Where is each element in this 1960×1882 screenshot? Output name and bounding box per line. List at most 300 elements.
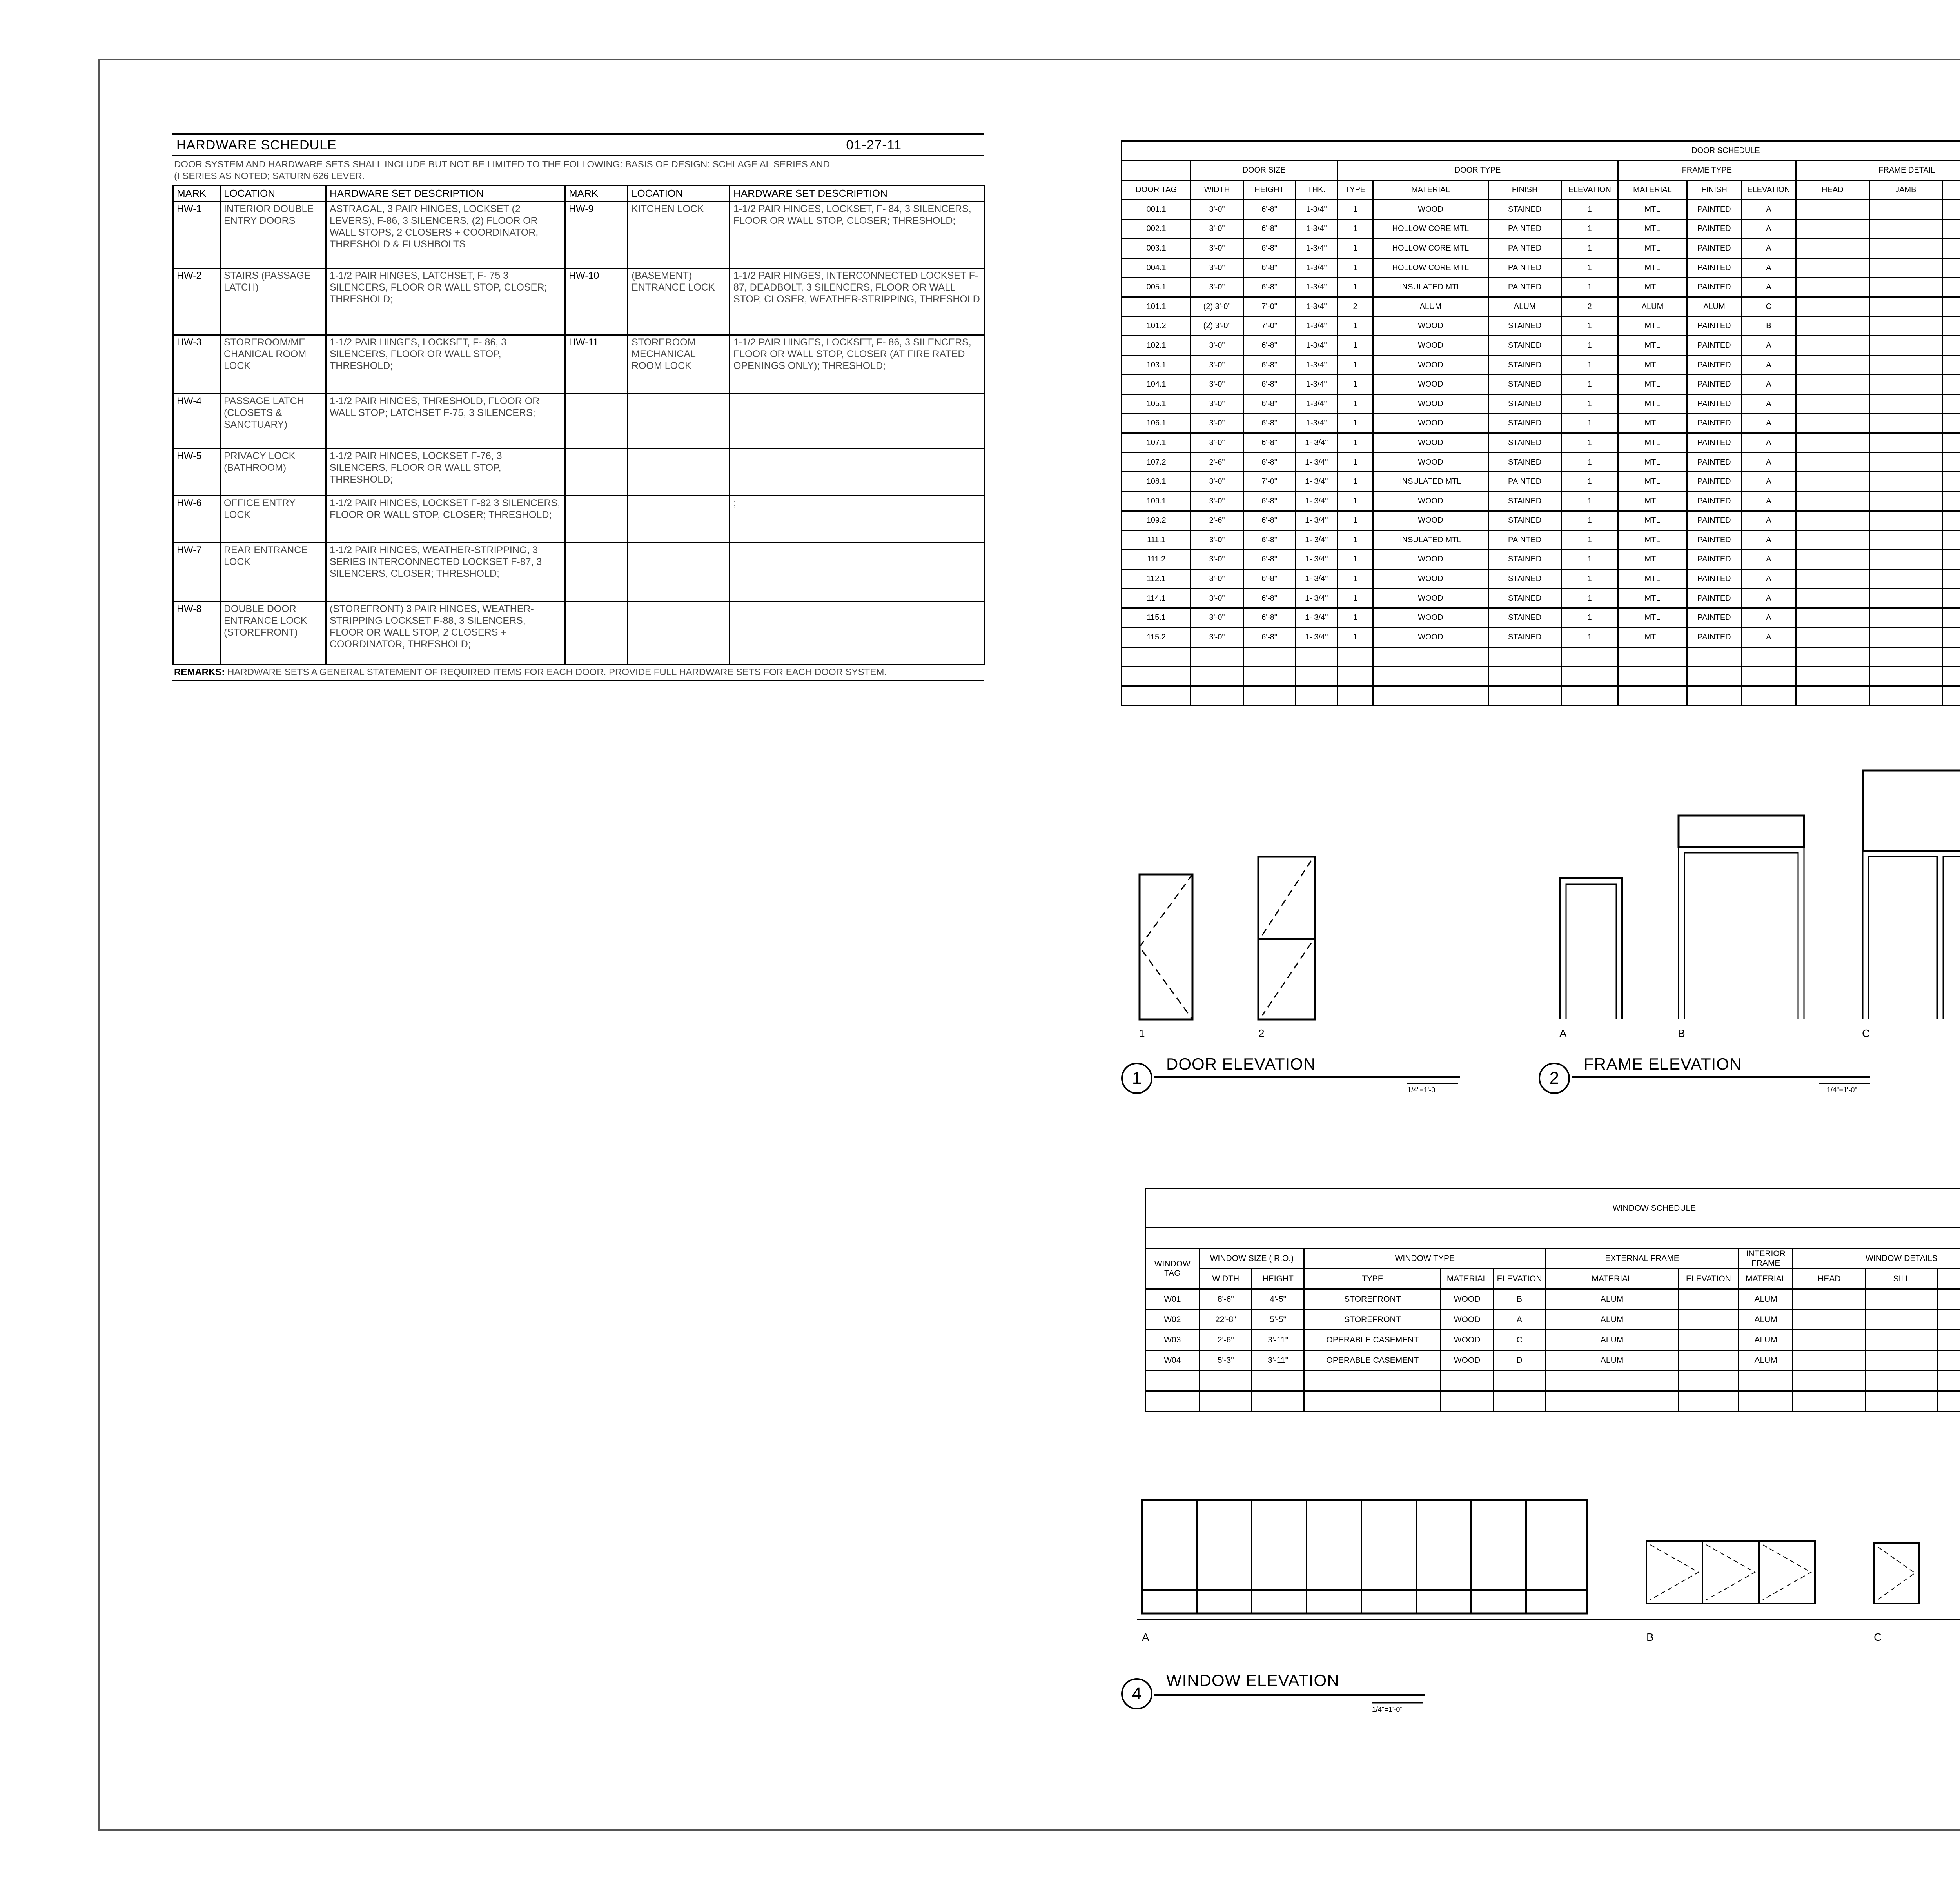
- window-cell: [1793, 1289, 1866, 1310]
- door-cell: MTL: [1618, 452, 1687, 472]
- frame-elevation-scale: 1/4"=1'-0": [1827, 1086, 1857, 1094]
- hardware-cell: 1-1/2 PAIR HINGES, INTERCONNECTED LOCKSET F-87, DEADBOLT, 3 SILENCERS, FLOOR OR WALL STOP, CLOSER, WEATHER-STRIPPING, THRESHOLD: [730, 269, 985, 335]
- window-cell: ALUM: [1739, 1350, 1793, 1371]
- door-cell: A: [1741, 433, 1796, 453]
- door-cell: 3'-0": [1191, 472, 1243, 492]
- group-header: FRAME TYPE: [1618, 161, 1796, 180]
- window-elevation-b: [1646, 1541, 1815, 1604]
- door-cell: 1: [1338, 278, 1373, 297]
- hardware-cell: 1-1/2 PAIR HINGES, LOCKSET F-76, 3 SILENCERS, FLOOR OR WALL STOP, THRESHOLD;: [326, 449, 565, 496]
- door-cell: 6'-8": [1243, 452, 1296, 472]
- door-cell: 7'-0": [1243, 297, 1296, 316]
- door-cell: WOOD: [1373, 200, 1488, 220]
- door-cell: A: [1741, 589, 1796, 608]
- door-cell: MTL: [1618, 491, 1687, 511]
- door-cell: A: [1741, 569, 1796, 589]
- window-cell: [1866, 1350, 1938, 1371]
- door-cell: 1-3/4": [1296, 297, 1338, 316]
- door-label-2: 2: [1258, 1027, 1265, 1039]
- window-cell: ALUM: [1546, 1350, 1679, 1371]
- window-cell-empty: [1493, 1371, 1545, 1391]
- door-cell: 104.1: [1122, 375, 1191, 394]
- col-header: MARK: [173, 185, 220, 202]
- hardware-cell: HW-10: [565, 269, 628, 335]
- door-cell: 6'-8": [1243, 278, 1296, 297]
- door-cell: 1: [1561, 472, 1618, 492]
- door-cell: 1: [1561, 433, 1618, 453]
- door-cell: 1: [1561, 452, 1618, 472]
- door-cell: 1: [1561, 336, 1618, 356]
- door-cell: PAINTED: [1687, 375, 1742, 394]
- group-header: WINDOW TYPE: [1304, 1248, 1546, 1269]
- remarks-text: HARDWARE SETS A GENERAL STATEMENT OF REQUIRED ITEMS FOR EACH DOOR. PROVIDE FULL HARDWARE SETS FOR EACH DOOR SYSTEM.: [227, 667, 887, 678]
- hardware-cell: HW-11: [565, 335, 628, 394]
- door-cell: STAINED: [1488, 511, 1561, 530]
- door-cell: 3'-0": [1191, 414, 1243, 433]
- window-cell: D: [1493, 1350, 1545, 1371]
- door-cell: MTL: [1618, 589, 1687, 608]
- door-cell: 6'-8": [1243, 414, 1296, 433]
- door-cell: 1: [1561, 589, 1618, 608]
- window-cell-empty: [1739, 1371, 1793, 1391]
- window-cell: [1793, 1350, 1866, 1371]
- col-header: WIDTH: [1191, 180, 1243, 200]
- door-cell: 101.2: [1122, 316, 1191, 336]
- door-cell: INSULATED MTL: [1373, 278, 1488, 297]
- door-cell: WOOD: [1373, 608, 1488, 628]
- window-cell-empty: [1200, 1371, 1252, 1391]
- door-cell: C: [1741, 297, 1796, 316]
- hardware-cell: HW-9: [565, 202, 628, 269]
- group-header: DOOR SIZE: [1191, 161, 1338, 180]
- door-cell: 115.1: [1122, 608, 1191, 628]
- col-header: TYPE: [1338, 180, 1373, 200]
- window-cell: [1866, 1310, 1938, 1330]
- door-cell: PAINTED: [1687, 336, 1742, 356]
- window-row: [1145, 1330, 1960, 1350]
- window-cell-empty: [1145, 1371, 1200, 1391]
- door-cell: STAINED: [1488, 550, 1561, 569]
- hardware-cell: KITCHEN LOCK: [628, 202, 730, 269]
- window-elevation-title: WINDOW ELEVATION: [1166, 1671, 1339, 1689]
- door-cell: ALUM: [1488, 297, 1561, 316]
- door-cell: MTL: [1618, 278, 1687, 297]
- window-cell: ALUM: [1739, 1289, 1793, 1310]
- door-cell: 1: [1561, 219, 1618, 239]
- window-cell-empty: [1252, 1371, 1304, 1391]
- door-cell: A: [1741, 491, 1796, 511]
- door-cell: WOOD: [1373, 394, 1488, 414]
- window-cell-empty: [1866, 1391, 1938, 1412]
- hardware-cell: 1-1/2 PAIR HINGES, LOCKSET, F- 86, 3 SILENCERS, FLOOR OR WALL STOP, CLOSER (AT FIRE RATED OPENINGS ONLY); THRESHOLD;: [730, 335, 985, 394]
- door-cell: MTL: [1618, 200, 1687, 220]
- door-cell: PAINTED: [1687, 316, 1742, 336]
- window-cell: [1866, 1330, 1938, 1350]
- door-cell: MTL: [1618, 550, 1687, 569]
- window-cell: C: [1493, 1330, 1545, 1350]
- window-cell: 22'-8": [1200, 1310, 1252, 1330]
- door-cell: 109.1: [1122, 491, 1191, 511]
- window-cell-empty: [1678, 1391, 1739, 1412]
- door-cell: 6'-8": [1243, 433, 1296, 453]
- door-cell: WOOD: [1373, 355, 1488, 375]
- group-header: INTERIOR FRAME: [1739, 1248, 1793, 1269]
- hardware-cell: ASTRAGAL, 3 PAIR HINGES, LOCKSET (2 LEVERS), F-86, 3 SILENCERS, (2) FLOOR OR WALL STOPS, 2 CLOSERS + COORDINATOR, THRESHOLD & FLUSHBOLTS: [326, 202, 565, 269]
- window-cell: W01: [1145, 1289, 1200, 1310]
- door-cell: 3'-0": [1191, 550, 1243, 569]
- hardware-cell: STOREROOM MECHANICAL ROOM LOCK: [628, 335, 730, 394]
- hardware-cell: PASSAGE LATCH (CLOSETS & SANCTUARY): [220, 394, 326, 449]
- door-cell: A: [1741, 452, 1796, 472]
- door-cell: 3'-0": [1191, 628, 1243, 647]
- door-cell: PAINTED: [1488, 472, 1561, 492]
- caption-underline: [1154, 1694, 1425, 1696]
- door-cell: A: [1741, 258, 1796, 278]
- door-cell: MTL: [1618, 433, 1687, 453]
- door-cell: 6'-8": [1243, 336, 1296, 356]
- window-cell: [1793, 1330, 1866, 1350]
- col-header: HEIGHT: [1243, 180, 1296, 200]
- window-cell: 3'-11": [1252, 1330, 1304, 1350]
- col-header: TYPE: [1304, 1269, 1441, 1289]
- door-cell: 1- 3/4": [1296, 608, 1338, 628]
- door-cell: STAINED: [1488, 569, 1561, 589]
- hardware-cell: OFFICE ENTRY LOCK: [220, 496, 326, 543]
- caption-underline: [1154, 1076, 1460, 1078]
- door-cell: 1- 3/4": [1296, 569, 1338, 589]
- door-cell: 1- 3/4": [1296, 452, 1338, 472]
- col-header: DOOR TAG: [1122, 180, 1191, 200]
- col-header: THK.: [1296, 180, 1338, 200]
- door-cell: 1: [1338, 394, 1373, 414]
- door-schedule-title: DOOR SCHEDULE: [1122, 141, 1960, 161]
- window-row-empty: [1145, 1371, 1960, 1391]
- door-cell: (2) 3'-0": [1191, 297, 1243, 316]
- door-cell: PAINTED: [1687, 414, 1742, 433]
- group-header: WINDOW DETAILS: [1793, 1248, 1960, 1269]
- detail-number-circle: 2: [1539, 1063, 1570, 1094]
- col-header: MARK: [565, 185, 628, 202]
- door-elevation-2: [1258, 857, 1315, 1019]
- door-cell: PAINTED: [1687, 278, 1742, 297]
- door-cell: MTL: [1618, 530, 1687, 550]
- window-cell: [1938, 1330, 1960, 1350]
- col-header: SILL: [1866, 1269, 1938, 1289]
- hardware-schedule-title: HARDWARE SCHEDULE: [176, 138, 337, 153]
- door-cell: STAINED: [1488, 336, 1561, 356]
- door-cell: 6'-8": [1243, 200, 1296, 220]
- window-cell: B: [1493, 1289, 1545, 1310]
- door-cell: 3'-0": [1191, 200, 1243, 220]
- door-elevation-1: [1140, 874, 1192, 1019]
- door-cell: INSULATED MTL: [1373, 472, 1488, 492]
- door-cell: 2: [1561, 297, 1618, 316]
- window-cell: ALUM: [1739, 1310, 1793, 1330]
- window-cell: STOREFRONT: [1304, 1289, 1441, 1310]
- door-cell: A: [1741, 336, 1796, 356]
- door-cell: PAINTED: [1488, 530, 1561, 550]
- window-cell-empty: [1200, 1391, 1252, 1412]
- window-cell: 8'-6": [1200, 1289, 1252, 1310]
- door-cell: A: [1741, 530, 1796, 550]
- col-header: FINISH: [1687, 180, 1742, 200]
- door-cell: 002.1: [1122, 219, 1191, 239]
- window-cell: W03: [1145, 1330, 1200, 1350]
- hardware-cell: HW-3: [173, 335, 220, 394]
- door-cell: 1: [1338, 239, 1373, 258]
- door-cell: A: [1741, 511, 1796, 530]
- door-cell: 6'-8": [1243, 394, 1296, 414]
- door-cell: 1-3/4": [1296, 394, 1338, 414]
- door-cell: STAINED: [1488, 355, 1561, 375]
- door-cell: 6'-8": [1243, 608, 1296, 628]
- door-cell: PAINTED: [1687, 219, 1742, 239]
- hardware-cell: STAIRS (PASSAGE LATCH): [220, 269, 326, 335]
- col-header: MATERIAL: [1441, 1269, 1493, 1289]
- door-cell: PAINTED: [1687, 511, 1742, 530]
- window-cell: [1678, 1350, 1739, 1371]
- door-cell: PAINTED: [1687, 239, 1742, 258]
- door-cell: HOLLOW CORE MTL: [1373, 219, 1488, 239]
- hardware-cell: HW-2: [173, 269, 220, 335]
- door-cell: 004.1: [1122, 258, 1191, 278]
- window-cell: 3'-11": [1252, 1350, 1304, 1371]
- door-cell: 111.1: [1122, 530, 1191, 550]
- col-header: WINDOW TAG: [1145, 1248, 1200, 1289]
- door-cell: 6'-8": [1243, 530, 1296, 550]
- frame-elevation-title: FRAME ELEVATION: [1584, 1055, 1742, 1073]
- hardware-cell: 1-1/2 PAIR HINGES, THRESHOLD, FLOOR OR WALL STOP; LATCHSET F-75, 3 SILENCERS;: [326, 394, 565, 449]
- door-cell: PAINTED: [1488, 219, 1561, 239]
- door-cell: WOOD: [1373, 550, 1488, 569]
- window-cell: STOREFRONT: [1304, 1310, 1441, 1330]
- group-header: DOOR TYPE: [1338, 161, 1618, 180]
- door-cell: WOOD: [1373, 569, 1488, 589]
- door-cell: 108.1: [1122, 472, 1191, 492]
- door-cell: MTL: [1618, 375, 1687, 394]
- door-cell: WOOD: [1373, 511, 1488, 530]
- window-cell: ALUM: [1739, 1330, 1793, 1350]
- window-cell-empty: [1546, 1391, 1679, 1412]
- door-cell: A: [1741, 394, 1796, 414]
- door-cell: 107.2: [1122, 452, 1191, 472]
- window-cell: [1678, 1289, 1739, 1310]
- remarks-label: REMARKS:: [174, 667, 225, 678]
- window-row: [1145, 1310, 1960, 1330]
- hardware-cell: DOUBLE DOOR ENTRANCE LOCK (STOREFRONT): [220, 602, 326, 665]
- door-cell: STAINED: [1488, 414, 1561, 433]
- door-cell: 1: [1561, 375, 1618, 394]
- door-cell: 1- 3/4": [1296, 433, 1338, 453]
- door-cell: 1: [1338, 375, 1373, 394]
- door-cell: STAINED: [1488, 433, 1561, 453]
- door-cell: MTL: [1618, 569, 1687, 589]
- door-cell: PAINTED: [1687, 569, 1742, 589]
- door-cell: MTL: [1618, 239, 1687, 258]
- door-cell: 6'-8": [1243, 511, 1296, 530]
- door-cell: 1: [1338, 414, 1373, 433]
- window-cell: [1678, 1330, 1739, 1350]
- door-cell: 2'-6": [1191, 511, 1243, 530]
- door-cell: A: [1741, 278, 1796, 297]
- frame-label-b: B: [1678, 1027, 1685, 1039]
- door-cell: 1: [1561, 239, 1618, 258]
- window-label-a: A: [1142, 1631, 1149, 1643]
- door-cell: 3'-0": [1191, 589, 1243, 608]
- door-cell: PAINTED: [1687, 491, 1742, 511]
- col-header: HARDWARE SET DESCRIPTION: [730, 185, 985, 202]
- door-cell: 1-3/4": [1296, 316, 1338, 336]
- intro-line: DOOR SYSTEM AND HARDWARE SETS SHALL INCLUDE BUT NOT BE LIMITED TO THE FOLLOWING: BASIS OF DESIGN: SCHLAGE AL SERIES AND: [174, 159, 830, 170]
- door-cell: STAINED: [1488, 394, 1561, 414]
- hardware-cell: INTERIOR DOUBLE ENTRY DOORS: [220, 202, 326, 269]
- hardware-cell: HW-6: [173, 496, 220, 543]
- window-row-empty: [1145, 1391, 1960, 1412]
- door-cell: 001.1: [1122, 200, 1191, 220]
- door-cell: 1: [1561, 394, 1618, 414]
- door-cell: STAINED: [1488, 375, 1561, 394]
- window-schedule-title: WINDOW SCHEDULE: [1145, 1189, 1960, 1228]
- col-header: FINISH: [1488, 180, 1561, 200]
- door-cell: 1-3/4": [1296, 355, 1338, 375]
- door-cell: ALUM: [1687, 297, 1742, 316]
- window-row: [1145, 1289, 1960, 1310]
- door-cell: A: [1741, 219, 1796, 239]
- door-cell: 1: [1561, 355, 1618, 375]
- door-cell: 3'-0": [1191, 394, 1243, 414]
- detail-number-circle: 1: [1121, 1063, 1152, 1094]
- door-cell: 1: [1561, 550, 1618, 569]
- door-cell: 1: [1561, 278, 1618, 297]
- door-cell: PAINTED: [1687, 628, 1742, 647]
- door-cell: MTL: [1618, 219, 1687, 239]
- col-header: MATERIAL: [1618, 180, 1687, 200]
- door-cell: MTL: [1618, 355, 1687, 375]
- door-cell: PAINTED: [1687, 200, 1742, 220]
- door-cell: 6'-8": [1243, 219, 1296, 239]
- col-header: HEAD: [1796, 180, 1869, 200]
- door-cell: PAINTED: [1687, 355, 1742, 375]
- door-cell: 1: [1338, 511, 1373, 530]
- door-label-1: 1: [1139, 1027, 1145, 1039]
- door-cell: 109.2: [1122, 511, 1191, 530]
- frame-elevation-c: [1863, 770, 1960, 1019]
- window-cell: ALUM: [1546, 1289, 1679, 1310]
- door-cell: A: [1741, 472, 1796, 492]
- hardware-cell: HW-7: [173, 543, 220, 602]
- door-cell: 1-3/4": [1296, 219, 1338, 239]
- window-cell: [1678, 1310, 1739, 1330]
- door-cell: PAINTED: [1488, 239, 1561, 258]
- window-cell-empty: [1678, 1371, 1739, 1391]
- door-cell: 3'-0": [1191, 433, 1243, 453]
- door-cell: WOOD: [1373, 589, 1488, 608]
- door-cell: 003.1: [1122, 239, 1191, 258]
- door-cell: 1: [1561, 569, 1618, 589]
- door-cell: MTL: [1618, 336, 1687, 356]
- door-cell: 3'-0": [1191, 219, 1243, 239]
- door-cell: 6'-8": [1243, 375, 1296, 394]
- door-cell: PAINTED: [1687, 472, 1742, 492]
- door-cell: 6'-8": [1243, 628, 1296, 647]
- door-cell: A: [1741, 355, 1796, 375]
- door-cell: STAINED: [1488, 316, 1561, 336]
- hardware-cell: HW-1: [173, 202, 220, 269]
- window-elevation-a: [1142, 1500, 1587, 1613]
- group-header: FRAME DETAIL: [1796, 161, 1960, 180]
- window-schedule-table: [1145, 1188, 1960, 1412]
- window-cell: WOOD: [1441, 1330, 1493, 1350]
- door-cell: PAINTED: [1687, 589, 1742, 608]
- window-cell-empty: [1252, 1391, 1304, 1412]
- door-cell: 005.1: [1122, 278, 1191, 297]
- door-cell: 2'-6": [1191, 452, 1243, 472]
- door-cell: STAINED: [1488, 200, 1561, 220]
- window-cell: [1866, 1289, 1938, 1310]
- door-cell: PAINTED: [1687, 433, 1742, 453]
- window-schedule: [1145, 1188, 1960, 1412]
- door-cell: 1: [1338, 316, 1373, 336]
- window-elevation-c: [1874, 1543, 1919, 1604]
- window-cell: WOOD: [1441, 1310, 1493, 1330]
- door-cell: WOOD: [1373, 316, 1488, 336]
- frame-elevation-b: [1679, 816, 1804, 1019]
- door-cell: A: [1741, 608, 1796, 628]
- door-cell: 1: [1338, 608, 1373, 628]
- window-cell-empty: [1793, 1391, 1866, 1412]
- door-cell: 1- 3/4": [1296, 589, 1338, 608]
- group-header: WINDOW SIZE ( R.O.): [1200, 1248, 1304, 1269]
- door-cell: (2) 3'-0": [1191, 316, 1243, 336]
- door-cell: WOOD: [1373, 628, 1488, 647]
- door-cell: 1: [1561, 258, 1618, 278]
- window-cell-empty: [1793, 1371, 1866, 1391]
- door-cell: A: [1741, 550, 1796, 569]
- door-cell: 7'-0": [1243, 472, 1296, 492]
- door-cell: 6'-8": [1243, 258, 1296, 278]
- door-cell: MTL: [1618, 472, 1687, 492]
- window-cell: [1938, 1350, 1960, 1371]
- door-cell: 105.1: [1122, 394, 1191, 414]
- door-cell: 1- 3/4": [1296, 530, 1338, 550]
- door-cell: A: [1741, 414, 1796, 433]
- col-header: MATERIAL: [1373, 180, 1488, 200]
- group-header: EXTERNAL FRAME: [1546, 1248, 1739, 1269]
- door-cell: 1: [1561, 511, 1618, 530]
- col-header: HEIGHT: [1252, 1269, 1304, 1289]
- hardware-cell: STOREROOM/ME CHANICAL ROOM LOCK: [220, 335, 326, 394]
- door-cell: 1: [1561, 316, 1618, 336]
- door-cell: 3'-0": [1191, 375, 1243, 394]
- door-cell: PAINTED: [1687, 452, 1742, 472]
- door-cell: 7'-0": [1243, 316, 1296, 336]
- door-cell: 1: [1338, 569, 1373, 589]
- frame-elevation-a: [1560, 878, 1622, 1019]
- hardware-cell: 1-1/2 PAIR HINGES, WEATHER-STRIPPING, 3 SERIES INTERCONNECTED LOCKSET F-87, 3 SILENCERS, CLOSER; THRESHOLD;: [326, 543, 565, 602]
- door-cell: MTL: [1618, 258, 1687, 278]
- door-cell: 1: [1561, 200, 1618, 220]
- door-cell: MTL: [1618, 414, 1687, 433]
- window-cell: [1793, 1310, 1866, 1330]
- col-header: LOCATION: [220, 185, 326, 202]
- door-cell: 1: [1561, 414, 1618, 433]
- window-cell-empty: [1938, 1391, 1960, 1412]
- door-cell: WOOD: [1373, 336, 1488, 356]
- door-cell: 103.1: [1122, 355, 1191, 375]
- door-cell: MTL: [1618, 628, 1687, 647]
- door-cell: MTL: [1618, 608, 1687, 628]
- door-cell: 1: [1338, 589, 1373, 608]
